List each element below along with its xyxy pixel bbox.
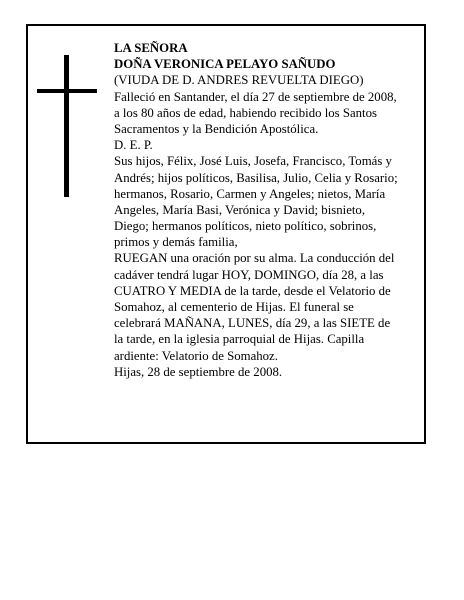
obituary-line: Falleció en Santander, el día 27 de septiembre de 2008, <box>114 89 397 104</box>
obituary-line: primos y demás familia, <box>114 235 238 250</box>
obituary-line: Hijas, 28 de septiembre de 2008. <box>114 364 283 379</box>
cross-horizontal-bar <box>37 89 97 93</box>
obituary-line: Andrés; hijos políticos, Basilisa, Julio, Celia y Rosario; <box>114 170 398 185</box>
cross-vertical-bar <box>64 55 69 197</box>
obituary-line: D. E. P. <box>114 138 153 153</box>
obituary-line: RUEGAN una oración por su alma. La conducción del <box>114 251 395 266</box>
obituary-line: CUATRO Y MEDIA de la tarde, desde el Velatorio de <box>114 283 391 298</box>
obituary-text <box>114 40 426 380</box>
obituary-line: ardiente: Velatorio de Somahoz. <box>114 348 278 363</box>
deceased-name: DOÑA VERONICA PELAYO SAÑUDO <box>114 57 336 72</box>
obituary-line: la tarde, en la iglesia parroquial de Hijas. Capilla <box>114 332 365 347</box>
obituary-line: Angeles, María Basi, Verónica y David; bisnieto, <box>114 202 366 217</box>
obituary-line: Sus hijos, Félix, José Luis, Josefa, Francisco, Tomás y <box>114 154 392 169</box>
obituary-heading: LA SEÑORA <box>114 41 188 55</box>
obituary-line: (VIUDA DE D. ANDRES REVUELTA DIEGO) <box>114 73 364 88</box>
obituary-line: a los 80 años de edad, habiendo recibido los Santos <box>114 105 377 120</box>
obituary-line: celebrará MAÑANA, LUNES, día 29, a las SIETE de <box>114 316 391 331</box>
obituary-line: hermanos, Rosario, Carmen y Angeles; nietos, María <box>114 186 386 201</box>
obituary-line: Somahoz, al cementerio de Hijas. El funeral se <box>114 300 354 314</box>
obituary-line: Diego; hermanos políticos, nieto político, sobrinos, <box>114 219 377 234</box>
obituary-line: cadáver tendrá lugar HOY, DOMINGO, día 28, a las <box>114 267 384 282</box>
obituary-line: Sacramentos y la Bendición Apostólica. <box>114 121 319 136</box>
